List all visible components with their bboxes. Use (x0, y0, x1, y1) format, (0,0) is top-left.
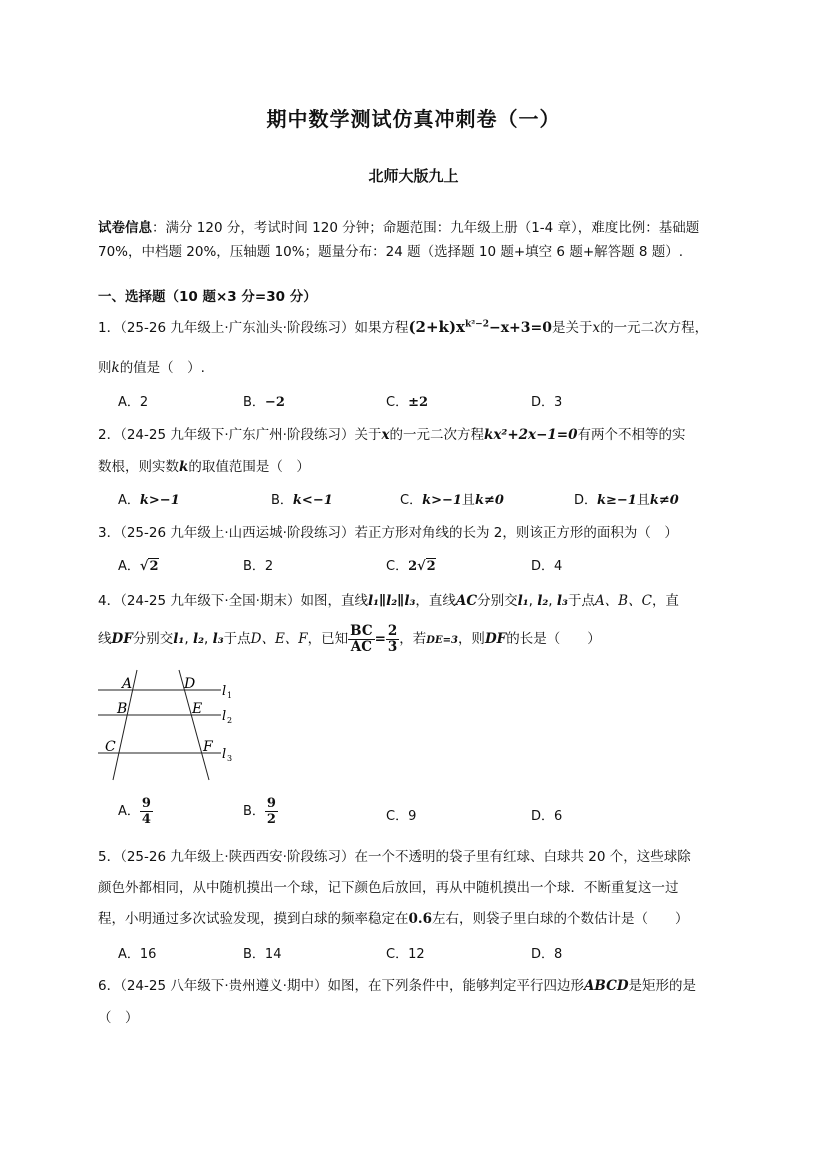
q6-prefix: 6．（24-25 八年级下·贵州遵义·期中）如图，在下列条件中，能够判定平行四边形 (98, 978, 584, 994)
q4-option-d[interactable]: D．6 (531, 809, 563, 824)
q2-mid: 的一元二次方程 (389, 427, 485, 443)
q1-var: x (592, 320, 601, 336)
q5-line3b: 左右，则袋子里白球的个数估计是（ ） (432, 911, 689, 927)
q4-prefix: 4．（24-25 九年级下·全国·期末）如图，直线 (98, 593, 368, 609)
q4-option-a[interactable]: A． $\frac{9}{4}$ (118, 796, 151, 827)
q1-mid: 是关于 (552, 320, 593, 336)
q4-ac: AC (455, 593, 478, 609)
label-d: D (184, 676, 196, 692)
question-4-line2: 线DF分别交l₁, l₂, l₃于点D、E、F，已知 $\frac{BC}{AC}$ = $\frac{2}{3}$ ，若DE=3，则DF的长是（ ） (98, 622, 601, 655)
exam-info-label: 试卷信息 (98, 220, 152, 236)
exam-info-line1: ：满分 120 分，考试时间 120 分钟；命题范围：九年级上册（1-4 章），难度比例：基础题 (152, 220, 700, 236)
question-4: 4．（24-25 九年级下·全国·期末）如图，直线l₁∥l₂∥l₃，直线AC分别交l₁, l₂, l₃于点A、B、C，直 (98, 593, 679, 609)
q4-option-c[interactable]: C．9 (386, 809, 417, 824)
q2-var: x (381, 427, 390, 443)
q5-line1: 5．（25-26 九年级上·陕西西安·阶段练习）在一个不透明的袋子里有红球、白球共 20 个，这些球除 (98, 849, 691, 865)
q1-eq-a: (2+k)x (408, 318, 465, 336)
q1-prefix: 1．（25-26 九年级上·广东汕头·阶段练习）如果方程 (98, 320, 409, 336)
q1-line2b: 的值是（ ）. (119, 360, 205, 376)
q1-option-b[interactable]: B．−2 (243, 395, 285, 410)
q2-option-d[interactable]: D．k≥−1且k≠0 (574, 493, 679, 508)
label-e: E (192, 701, 203, 717)
question-3: 3．（25-26 九年级上·山西运城·阶段练习）若正方形对角线的长为 2，则该正方形的面积为（ ） (98, 525, 678, 541)
q5-option-c[interactable]: C．12 (386, 947, 425, 962)
q2-option-a[interactable]: A．k>−1 (118, 493, 180, 508)
page-title: 期中数学测试仿真冲刺卷（一） (266, 107, 561, 131)
q2-prefix: 2．（24-25 九年级下·广东广州·阶段练习）关于 (98, 427, 382, 443)
label-f: F (203, 739, 213, 755)
q1-eq-b: −x+3=0 (488, 320, 553, 336)
label-l2-sub: 2 (227, 716, 233, 725)
exam-info (98, 216, 738, 264)
q3-option-c[interactable]: C．2√2 (386, 559, 436, 574)
q1-eq-sup: k²−2 (465, 319, 489, 330)
question-5 (98, 842, 738, 935)
q3-option-a[interactable]: A．√2 (118, 559, 159, 574)
q4-de: DE=3 (426, 635, 458, 646)
question-6 (98, 974, 738, 994)
q2-option-b[interactable]: B．k<−1 (271, 493, 333, 508)
q1-line2a: 则 (98, 360, 112, 376)
q3-option-d[interactable]: D．4 (531, 559, 563, 574)
question-1-line2 (98, 356, 738, 376)
label-l1-sub: 1 (227, 691, 233, 700)
q2-line2var: k (179, 459, 189, 475)
q5-line3a: 程，小明通过多次试验发现，摸到白球的频率稳定在 (98, 911, 409, 927)
label-c: C (105, 739, 116, 755)
q5-option-b[interactable]: B．14 (243, 947, 282, 962)
label-a: A (122, 676, 133, 692)
q3-option-b[interactable]: B．2 (243, 559, 274, 574)
q5-option-a[interactable]: A．16 (118, 947, 157, 962)
q2-line2a: 数根，则实数 (98, 459, 179, 475)
q4-df: DF (111, 631, 133, 647)
question-1 (98, 316, 738, 336)
parallel-lines-figure (96, 668, 246, 783)
q4-ratio-frac: $\frac{BC}{AC}$ (350, 622, 373, 655)
question-2-line2 (98, 455, 738, 475)
q4-option-b[interactable]: B． $\frac{9}{2}$ (243, 796, 276, 827)
section-heading-choice: 一、选择题（10 题×3 分=30 分） (98, 289, 317, 305)
q1-option-a[interactable]: A．2 (118, 395, 149, 410)
q5-line2: 颜色外都相同，从中随机摸出一个球，记下颜色后放回，再从中随机摸出一个球．不断重复这一过 (98, 880, 679, 896)
q4-ratio-value: $\frac{2}{3}$ (387, 622, 398, 655)
label-l2: l (222, 709, 227, 724)
q2-option-c[interactable]: C．k>−1且k≠0 (400, 493, 504, 508)
question-2 (98, 423, 738, 443)
q6-abcd: ABCD (583, 978, 629, 994)
q1-option-d[interactable]: D．3 (531, 395, 563, 410)
label-l3-sub: 3 (227, 754, 233, 763)
q1-line2var: k (111, 360, 120, 376)
label-l3: l (222, 747, 227, 762)
label-b: B (117, 701, 128, 717)
q6-suffix: 是矩形的是 (628, 978, 697, 994)
question-6-line2: （ ） (98, 1010, 139, 1026)
exam-info-line2: 70%，中档题 20%，压轴题 10%；题量分布：24 题（选择题 10 题+填空 6 题+解答题 8 题）. (98, 244, 684, 260)
q1-option-c[interactable]: C．±2 (386, 395, 429, 410)
q4-lines: l₁∥l₂∥l₃ (367, 593, 416, 609)
q1-suffix: 的一元二次方程， (600, 320, 709, 336)
q2-line2b: 的取值范围是（ ） (188, 459, 310, 475)
q2-suffix: 有两个不相等的实 (577, 427, 686, 443)
q2-eq: kx²+2x−1=0 (484, 427, 578, 443)
q5-option-d[interactable]: D．8 (531, 947, 563, 962)
q5-frequency: 0.6 (408, 911, 432, 927)
label-l1: l (222, 684, 227, 699)
page-subtitle: 北师大版九上 (368, 167, 459, 185)
